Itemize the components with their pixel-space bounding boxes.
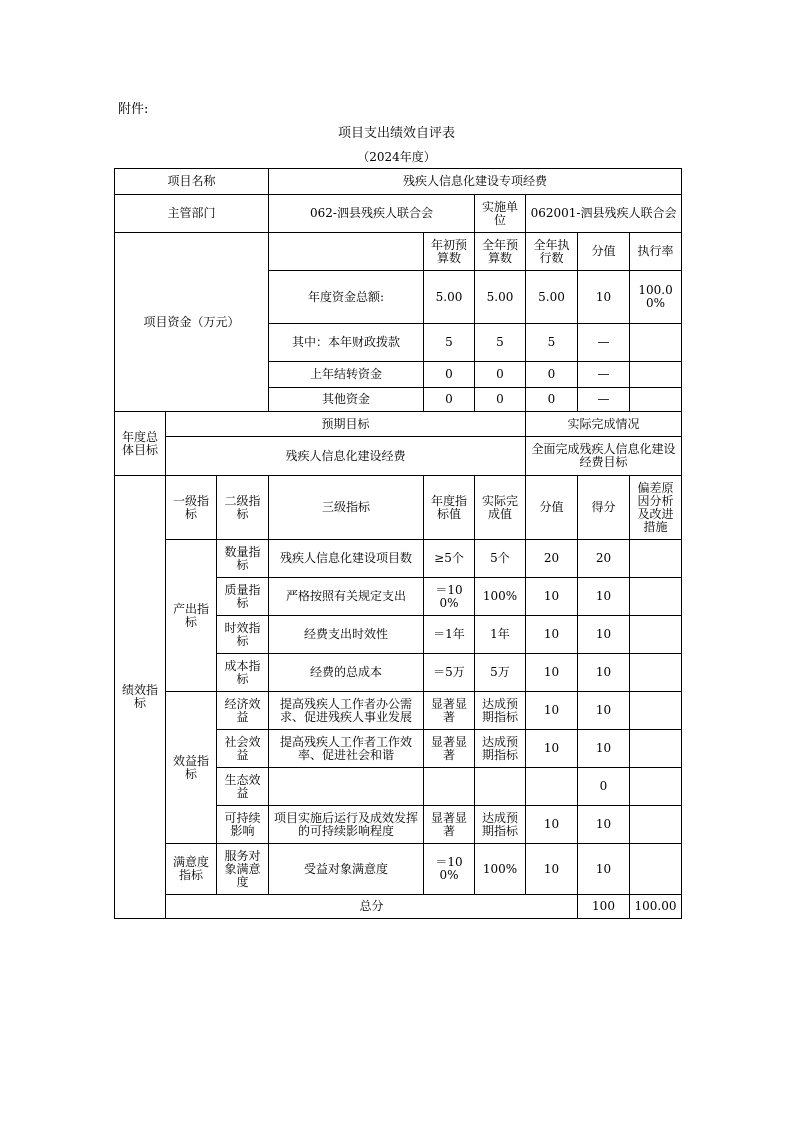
score: 10: [578, 616, 630, 654]
level3: 项目实施后运行及成效发挥的可持续影响程度: [269, 806, 424, 844]
level3: [269, 768, 424, 806]
actual: [475, 768, 526, 806]
actual: 1年: [475, 616, 526, 654]
target: 显著显著: [424, 692, 475, 730]
target: ＝1年: [424, 616, 475, 654]
target: 显著显著: [424, 806, 475, 844]
target: [424, 768, 475, 806]
score-value: 10: [526, 616, 578, 654]
total-score: 100.00: [630, 895, 682, 919]
actual: 5个: [475, 540, 526, 578]
level2: 社会效益: [217, 730, 269, 768]
level3: 受益对象满意度: [269, 844, 424, 895]
ind-header-level2: 二级指标: [217, 476, 269, 540]
score-value: 20: [526, 540, 578, 578]
indicators-header-row: [115, 476, 682, 540]
deviation: [630, 768, 682, 806]
level3: 提高残疾人工作者办公需求、促进残疾人事业发展: [269, 692, 424, 730]
level3: 提高残疾人工作者工作效率、促进社会和谐: [269, 730, 424, 768]
goals-expected-label: 预期目标: [166, 412, 526, 437]
funds-rate: [630, 388, 682, 412]
deviation: [630, 654, 682, 692]
score: 0: [578, 768, 630, 806]
department-row: [115, 195, 682, 233]
project-name-value: 残疾人信息化建设专项经费: [269, 169, 682, 195]
project-name-row: [115, 169, 682, 195]
level3: 严格按照有关规定支出: [269, 578, 424, 616]
score-value: 10: [526, 692, 578, 730]
funds-annual: 5.00: [475, 271, 526, 324]
level3: 经费支出时效性: [269, 616, 424, 654]
funds-initial: 5.00: [424, 271, 475, 324]
actual: 100%: [475, 578, 526, 616]
level2: 可持续影响: [217, 806, 269, 844]
actual: 达成预期指标: [475, 806, 526, 844]
score-value: 10: [526, 806, 578, 844]
deviation: [630, 806, 682, 844]
target: ＝100%: [424, 578, 475, 616]
funds-rate: 100.00%: [630, 271, 682, 324]
level3: 经费的总成本: [269, 654, 424, 692]
level1-output: 产出指标: [166, 540, 217, 692]
actual: 100%: [475, 844, 526, 895]
deviation: [630, 540, 682, 578]
level1-benefit: 效益指标: [166, 692, 217, 844]
level2: 数量指标: [217, 540, 269, 578]
funds-annual: 0: [475, 362, 526, 388]
funds-executed: 5.00: [526, 271, 578, 324]
level3: 残疾人信息化建设项目数: [269, 540, 424, 578]
funds-score-value: 10: [578, 271, 630, 324]
impl-value: 062001-泗县残疾人联合会: [526, 195, 682, 233]
target: ＝5万: [424, 654, 475, 692]
actual: 5万: [475, 654, 526, 692]
goals-actual: 全面完成残疾人信息化建设经费目标: [526, 437, 682, 476]
funds-row-label: 上年结转资金: [269, 362, 424, 388]
deviation: [630, 616, 682, 654]
funds-rate: [630, 362, 682, 388]
ind-header-level3: 三级指标: [269, 476, 424, 540]
score: 10: [578, 730, 630, 768]
goals-actual-label: 实际完成情况: [526, 412, 682, 437]
ind-header-target: 年度指标值: [424, 476, 475, 540]
score: 10: [578, 654, 630, 692]
level2: 成本指标: [217, 654, 269, 692]
score-value: [526, 768, 578, 806]
goals-row: [115, 437, 682, 476]
score: 10: [578, 692, 630, 730]
level2: 生态效益: [217, 768, 269, 806]
deviation: [630, 730, 682, 768]
ind-header-actual: 实际完成值: [475, 476, 526, 540]
indicator-row: [115, 692, 682, 730]
funds-header-score-value: 分值: [578, 233, 630, 271]
self-evaluation-table: [114, 168, 682, 919]
funds-header-row: [115, 233, 682, 271]
goals-label: 年度总体目标: [115, 412, 166, 476]
attachment-label: 附件:: [118, 102, 149, 117]
funds-header-annual: 全年预算数: [475, 233, 526, 271]
level2: 质量指标: [217, 578, 269, 616]
funds-row-label: 年度资金总额:: [269, 271, 424, 324]
funds-header-blank: [269, 233, 424, 271]
page-title: 项目支出绩效自评表: [337, 126, 455, 141]
funds-header-initial: 年初预算数: [424, 233, 475, 271]
funds-rate: [630, 324, 682, 362]
funds-executed: 0: [526, 362, 578, 388]
funds-row-label: 其中：本年财政拨款: [269, 324, 424, 362]
level2: 经济效益: [217, 692, 269, 730]
score-value: 10: [526, 844, 578, 895]
funds-score-value: —: [578, 324, 630, 362]
funds-row-label: 其他资金: [269, 388, 424, 412]
ind-header-score-value: 分值: [526, 476, 578, 540]
funds-header-executed: 全年执行数: [526, 233, 578, 271]
funds-header-rate: 执行率: [630, 233, 682, 271]
ind-header-score: 得分: [578, 476, 630, 540]
indicator-row: [115, 540, 682, 578]
score-value: 10: [526, 730, 578, 768]
score-value: 10: [526, 654, 578, 692]
level2: 时效指标: [217, 616, 269, 654]
year-subtitle: （2024年度）: [357, 150, 436, 164]
funds-initial: 0: [424, 388, 475, 412]
target: ＝100%: [424, 844, 475, 895]
goals-header-row: [115, 412, 682, 437]
total-score-value: 100: [578, 895, 630, 919]
indicator-row: [115, 844, 682, 895]
deviation: [630, 844, 682, 895]
score: 10: [578, 578, 630, 616]
funds-executed: 5: [526, 324, 578, 362]
funds-executed: 0: [526, 388, 578, 412]
indicators-label: 绩效指标: [115, 476, 166, 919]
funds-score-value: —: [578, 388, 630, 412]
funds-initial: 5: [424, 324, 475, 362]
impl-label: 实施单位: [475, 195, 526, 233]
actual: 达成预期指标: [475, 692, 526, 730]
score: 20: [578, 540, 630, 578]
funds-label: 项目资金（万元）: [115, 233, 269, 412]
funds-annual: 0: [475, 388, 526, 412]
project-name-label: 项目名称: [115, 169, 269, 195]
deviation: [630, 578, 682, 616]
target: ≥5个: [424, 540, 475, 578]
score: 10: [578, 806, 630, 844]
funds-initial: 0: [424, 362, 475, 388]
level2: 服务对象满意度: [217, 844, 269, 895]
ind-header-level1: 一级指标: [166, 476, 217, 540]
actual: 达成预期指标: [475, 730, 526, 768]
score: 10: [578, 844, 630, 895]
funds-score-value: —: [578, 362, 630, 388]
target: 显著显著: [424, 730, 475, 768]
ind-header-deviation: 偏差原因分析及改进措施: [630, 476, 682, 540]
level1-satisfaction: 满意度指标: [166, 844, 217, 895]
total-label: 总分: [166, 895, 578, 919]
dept-value: 062-泗县残疾人联合会: [269, 195, 475, 233]
total-row: [115, 895, 682, 919]
score-value: 10: [526, 578, 578, 616]
funds-annual: 5: [475, 324, 526, 362]
dept-label: 主管部门: [115, 195, 269, 233]
goals-expected: 残疾人信息化建设经费: [166, 437, 526, 476]
deviation: [630, 692, 682, 730]
